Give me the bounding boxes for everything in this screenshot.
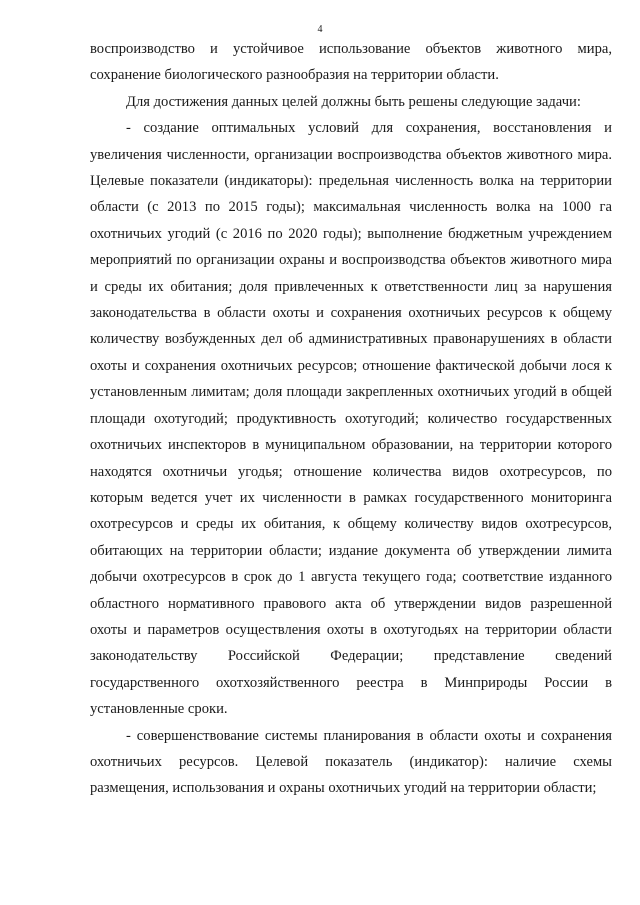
page-number: 4: [317, 24, 323, 35]
paragraph-task-planning: - совершенствование системы планирования в области охоты и сохранения охотничьих ресурсов. Целевой показатель (индикатор): наличие схемы размещения, использования и охраны охотничьих угодий на территории области;: [90, 727, 612, 797]
paragraph-tasks-intro: Для достижения данных целей должны быть решены следующие задачи:: [126, 93, 581, 110]
document-body: [90, 36, 612, 802]
paragraph-goals-continuation: воспроизводство и устойчивое использование объектов животного мира, сохранение биологического разнообразия на территории области.: [90, 41, 612, 84]
paragraph-task-conditions: - создание оптимальных условий для сохранения, восстановления и увеличения численности, организации воспроизводства объектов животного мира. Целевые показатели (индикаторы): предельная численность волка на территории области (с 2013 по 2015 годы); максимальная численность волка на 1000 га охотничьих угодий (с 2016 по 2020 годы); выполнение бюджетным учреждением мероприятий по организации охраны и воспроизводства объектов животного мира и среды их обитания; доля привлеченных к ответственности лиц за нарушения законодательства в области охоты и сохранения охотничьих ресурсов к общему количеству возбужденных дел об административных правонарушениях в области охоты и сохранения охотничьих ресурсов; отношение фактической добычи лося к установленным лимитам; доля площади закрепленных охотничьих угодий в общей площади охотугодий; продуктивность охотугодий; количество государственных охотничьих инспекторов в муниципальном образовании, на территории которого находятся охотничьи угодья; отношение количества видов охотресурсов, по которым ведется учет их численности в рамках государственного мониторинга охотресурсов и среды их обитания, к общему количеству видов охотресурсов, обитающих на территории области; издание документа об утверждении лимита добычи охотресурсов в срок до 1 августа текущего года; соответствие изданного областного нормативного правового акта об утверждении видов разрешенной охоты и параметров осуществления охоты в охотугодьях на территории области законодательству Российской Федерации; представление сведений государственного охотхозяйственного реестра в Минприроды России в установленные сроки.: [90, 120, 612, 718]
